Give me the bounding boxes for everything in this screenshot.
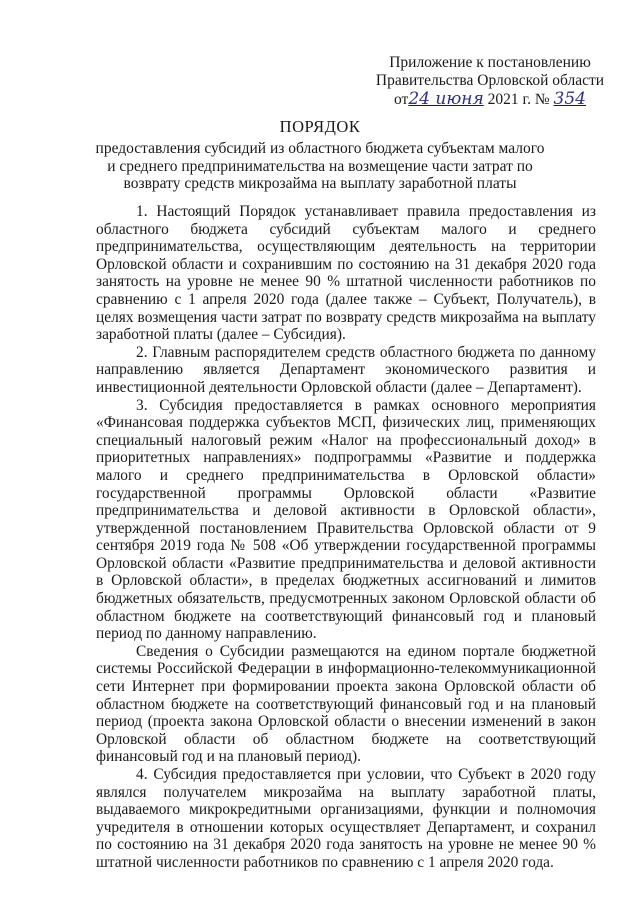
document-subtitle: предоставления субсидий из областного бюджета субъектам малого и среднего предпринимательства на возмещение части затрат по возврату средств микрозайма на выплату заработной платы (95, 140, 545, 192)
title-block (90, 117, 550, 193)
document-body (96, 203, 596, 872)
paragraph-4: 4. Субсидия предоставляется при условии, что Субъект в 2020 году являлся получателем микрозайма на выплату заработной платы, выдаваемого микрокредитными организациями, функции и полномочия учредителя в отношении которых осуществляет Департамент, и сохранил по состоянию на 31 декабря 2020 года занятость на уровне не менее 90 % штатной численности работников по сравнению с 1 апреля 2020 года. (96, 766, 596, 871)
paragraph-1: 1. Настоящий Порядок устанавливает правила предоставления из областного бюджета субсидий субъектам малого и среднего предпринимательства, осуществляющим деятельность на территории Орловской области и сохранившим по состоянию на 31 декабря 2020 года занятость на уровне не менее 90 % штатной численности работников по сравнению с 1 апреля 2020 года (далее также – Субъект, Получатель), в целях возмещения части затрат по возврату средств микрозайма на выплату заработной платы (далее – Субсидия). (96, 203, 596, 344)
appendix-line-1: Приложение к постановлению (389, 54, 591, 71)
appendix-year-text: 2021 г. № (487, 91, 550, 108)
handwritten-number: 354 (553, 89, 586, 109)
paragraph-3-continued: Сведения о Субсидии размещаются на едином портале бюджетной системы Российской Федерации в информационно-телекоммуникационной сети Интернет при формировании проекта закона Орловской области об областном бюджете на соответствующий финансовый год и на плановый период (проекта закона Орловской области о внесении изменений в закон Орловской области об областном бюджете на соответствующий финансовый год и на плановый период). (96, 642, 596, 766)
document-title: ПОРЯДОК (279, 117, 361, 136)
appendix-line-2: Правительства Орловской области (375, 72, 605, 89)
appendix-prefix: от (394, 91, 409, 108)
handwritten-date: 24 июня (408, 89, 484, 109)
paragraph-2: 2. Главным распорядителем средств областного бюджета по данному направлению является Департамент экономического развития и инвестиционной деятельности Орловской области (далее – Департамент). (96, 343, 596, 396)
paragraph-3: 3. Субсидия предоставляется в рамках основного мероприятия «Финансовая поддержка субъектов МСП, физических лиц, применяющих специальный налоговый режим «Налог на профессиональный доход» в приоритетных направлениях» подпрограммы «Развитие и поддержка малого и среднего предпринимательства в Орловской области» государственной программы Орловской области «Развитие предпринимательства и деловой активности в Орловской области», утвержденной постановлением Правительства Орловской области от 9 сентября 2019 года № 508 «Об утверждении государственной программы Орловской области «Развитие предпринимательства и деловой активности в Орловской области», в пределах бюджетных ассигнований и лимитов бюджетных обязательств, предусмотренных законом Орловской области об областном бюджете на соответствующий финансовый год и плановый период по данному направлению. (96, 396, 596, 643)
appendix-line-3 (370, 90, 610, 109)
appendix-header (370, 54, 610, 109)
